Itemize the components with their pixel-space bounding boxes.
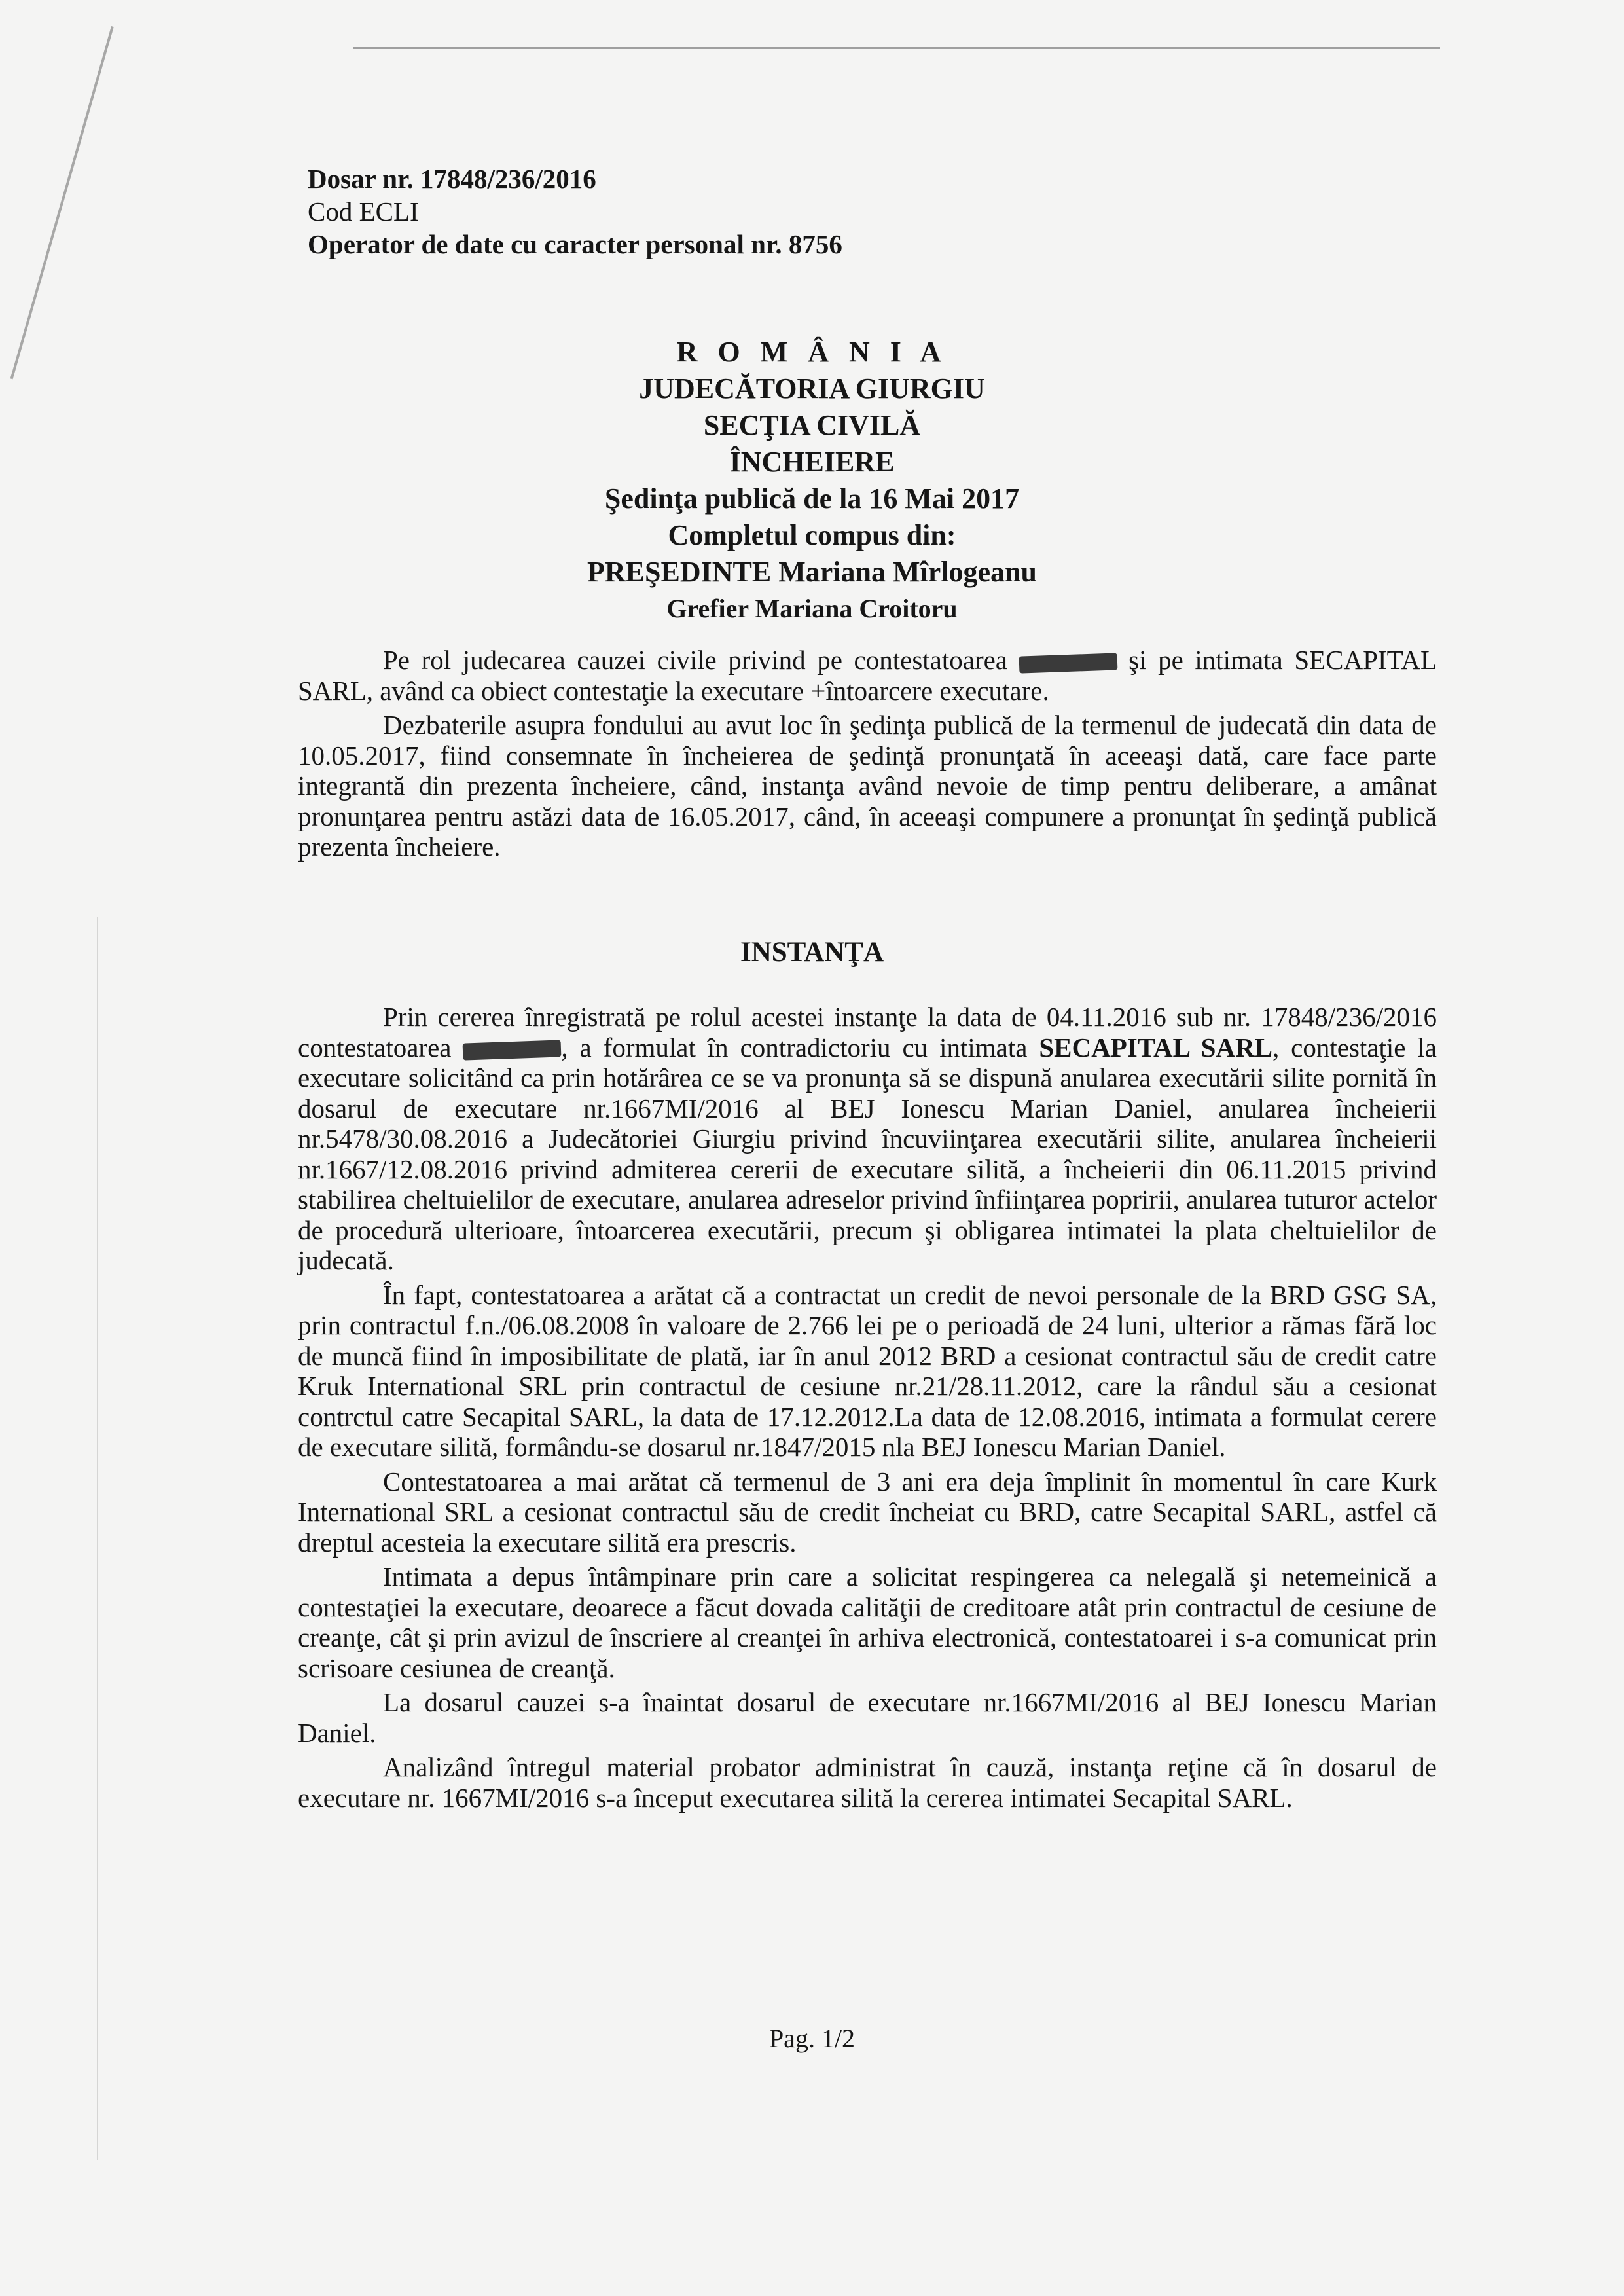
main-paragraph-3: Contestatoarea a mai arătat că termenul de 3 ani era deja împlinit în momentul în care Kurk International SRL a cesionat contractul său de credit încheiat cu BRD, catre Secapital SARL, astfel că dreptul acesteia la executare silită era prescris.: [298, 1466, 1437, 1558]
main-paragraph-2: În fapt, contestatoarea a arătat că a contractat un credit de nevoi personale de la BRD GSG SA, prin contractul f.n./06.08.2008 în valoare de 2.766 lei pe o perioadă de 24 luni, ulterior a rămas fără loc de muncă fiind în imposibilitate de plată, iar în anul 2012 BRD a cesionat contractul său de credit catre Kruk International SRL prin contractul de cesiune nr.21/28.11.2012, care la rândul său a cesionat contrctul catre Secapital SARL, la data de 17.12.2012.La data de 12.08.2016, intimata a formulat cerere de executare silită, formându-se dosarul nr.1847/2015 nla BEJ Ionescu Marian Daniel.: [298, 1279, 1437, 1462]
scan-edge-left: [97, 917, 98, 2160]
case-number: Dosar nr. 17848/236/2016: [308, 164, 596, 194]
panel-label: Completul compus din:: [668, 519, 956, 551]
section-title: INSTANŢA: [740, 937, 884, 968]
court-title-block: [0, 334, 1624, 627]
country-title: R O M Â N I A: [676, 336, 948, 368]
main-paragraph-6: Analizând întregul material probator administrat în cauză, instanţa reţine că în dosarul de executare nr. 1667MI/2016 s-a început executarea silită la cererea intimatei Secapital SARL.: [298, 1752, 1437, 1813]
main-paragraph-1: Prin cererea înregistrată pe rolul acestei instanţe la data de 04.11.2016 sub nr. 17848/236/2016 contestatoarea , a formulat în contradictoriu cu intimata SECAPITAL SARL, contestaţie la executare solicitând ca prin hotărârea ce se va pronunţa să se dispună anularea executării silite pornită în dosarul de executare nr.1667MI/2016 al BEJ Ionescu Marian Daniel, anularea încheierii nr.5478/30.08.2016 a Judecătoriei Giurgiu privind încuviinţarea executării silite, anularea încheierii nr.1667/12.08.2016 privind admiterea cererii de executare silită, a încheierii din 06.11.2015 privind stabilirea cheltuielilor de executare, anularea adreselor privind înfiinţarea popririi, anularea tuturor actelor de procedură ulterioare, întoarcerea executării, precum şi obligarea intimatei la plata cheltuielilor de judecată.: [298, 1002, 1437, 1275]
main-paragraph-4: Intimata a depus întâmpinare prin care a solicitat respingerea ca nelegală şi netemeinică a contestaţiei la executare, deoarece a făcut dovada calităţii de creditoare atât prin contractul de cesiune de creanţe, cât şi prin avizul de înscriere al creanţei în arhiva electronică, contestatoarei i s-a comunicat prin scrisoare cesiunea de creanţă.: [298, 1561, 1437, 1683]
ecli-code: Cod ECLI: [308, 196, 419, 227]
session-date: Şedinţa publică de la 16 Mai 2017: [604, 483, 1020, 515]
scan-edge-diagonal: [10, 26, 114, 379]
data-operator: Operator de date cu caracter personal nr. 8756: [308, 229, 842, 259]
document-header: [308, 162, 842, 261]
main-section: [298, 1002, 1437, 1817]
scan-edge-top: [353, 47, 1440, 49]
redacted-name: [463, 1040, 562, 1060]
panel-president: PREŞEDINTE Mariana Mîrlogeanu: [587, 556, 1037, 588]
main-paragraph-5: La dosarul cauzei s-a înaintat dosarul de executare nr.1667MI/2016 al BEJ Ionescu Marian Daniel.: [298, 1687, 1437, 1748]
document-type: ÎNCHEIERE: [729, 446, 895, 478]
intro-paragraph-1: Pe rol judecarea cauzei civile privind pe contestatoarea şi pe intimata SECAPITAL SARL, având ca obiect contestaţie la executare +întoarcere executare.: [298, 645, 1437, 706]
page-number: Pag. 1/2: [768, 2024, 856, 2053]
court-name: JUDECĂTORIA GIURGIU: [639, 373, 985, 405]
redacted-name: [1019, 653, 1117, 673]
court-section: SECŢIA CIVILĂ: [703, 409, 921, 441]
intro-paragraph-2: Dezbaterile asupra fondului au avut loc în şedinţa publică de la termenul de judecată din data de 10.05.2017, fiind consemnate în încheierea de şedinţă pronunţată în aceeaşi dată, care face parte integrantă din prezenta încheiere, când, instanţa având nevoie de timp pentru deliberare, a amânat pronunţarea pentru astăzi data de 16.05.2017, când, în aceeaşi compunere a pronunţat în şedinţă publică prezenta încheiere.: [298, 710, 1437, 862]
intro-section: [298, 645, 1437, 866]
panel-clerk: Grefier Mariana Croitoru: [666, 594, 958, 623]
